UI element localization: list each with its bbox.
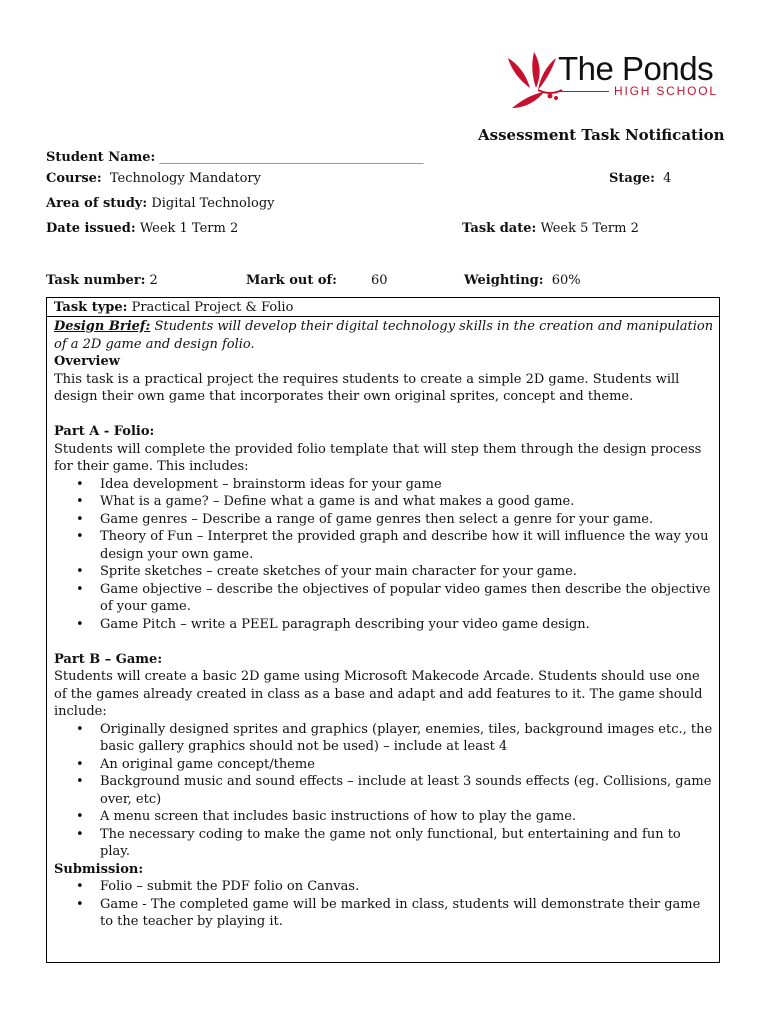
list-item: • The necessary coding to make the game not only functional, but entertaining and fun to play. bbox=[54, 826, 714, 861]
list-item: • Idea development – brainstorm ideas for your game bbox=[54, 476, 714, 494]
task-number-row bbox=[46, 273, 158, 288]
school-logo bbox=[504, 50, 724, 120]
leaf-logo-icon bbox=[504, 50, 564, 114]
task-date-label: Task date: bbox=[462, 221, 537, 236]
area-label: Area of study: bbox=[46, 196, 148, 211]
list-item: • Game objective – describe the objectives of popular video games then describe the objective of your game. bbox=[54, 581, 714, 616]
part-a-text: Students will complete the provided folio template that will step them through the design process for their game. This includes: bbox=[54, 441, 702, 474]
mark-value: 60 bbox=[371, 273, 388, 288]
weighting-row bbox=[464, 273, 581, 288]
student-name-label: Student Name: bbox=[46, 150, 156, 165]
stage-row bbox=[609, 171, 671, 186]
course-row bbox=[46, 171, 261, 186]
task-content bbox=[54, 318, 714, 931]
submission-heading: Submission: bbox=[54, 861, 144, 877]
design-brief bbox=[54, 318, 714, 353]
stage-value: 4 bbox=[663, 171, 672, 186]
task-number-value: 2 bbox=[149, 273, 158, 288]
student-name-field[interactable]: ________________________________________________ bbox=[159, 151, 424, 164]
logo-title: The Ponds bbox=[558, 50, 714, 87]
design-brief-text: Students will develop their digital technology skills in the creation and manipulation of a 2D game and design folio. bbox=[54, 319, 714, 352]
weighting-label: Weighting: bbox=[464, 273, 544, 288]
design-brief-label: Design Brief: bbox=[54, 319, 151, 334]
list-item: • Game - The completed game will be marked in class, students will demonstrate their game to the teacher by playing it. bbox=[54, 896, 714, 931]
mark-label: Mark out of: bbox=[246, 273, 337, 288]
student-name-row bbox=[46, 150, 423, 165]
part-a-list bbox=[54, 476, 714, 634]
task-type-row bbox=[47, 298, 719, 317]
overview-heading: Overview bbox=[54, 354, 120, 369]
page-title: Assessment Task Notification bbox=[478, 126, 725, 144]
list-item: • An original game concept/theme bbox=[54, 756, 714, 774]
task-date-value: Week 5 Term 2 bbox=[540, 221, 639, 236]
task-details-box bbox=[46, 297, 720, 963]
list-item: • Game Pitch – write a PEEL paragraph describing your video game design. bbox=[54, 616, 714, 634]
date-issued-value: Week 1 Term 2 bbox=[139, 221, 239, 236]
course-value: Technology Mandatory bbox=[109, 171, 261, 186]
list-item: • Game genres – Describe a range of game genres then select a genre for your game. bbox=[54, 511, 714, 529]
task-type-value: Practical Project & Folio bbox=[131, 300, 294, 315]
part-a-heading: Part A - Folio: bbox=[54, 424, 155, 439]
task-date-row bbox=[462, 221, 639, 236]
list-item: • Folio – submit the PDF folio on Canvas. bbox=[54, 878, 714, 896]
submission-list bbox=[54, 878, 714, 931]
logo-subtitle: HIGH SCHOOL bbox=[614, 84, 718, 98]
part-b-list bbox=[54, 721, 714, 861]
overview-text: This task is a practical project the requires students to create a simple 2D game. Students will design their own game that incorporates their own original sprites, concept and theme. bbox=[54, 371, 680, 404]
list-item: • What is a game? – Define what a game is and what makes a good game. bbox=[54, 493, 714, 511]
course-label: Course: bbox=[46, 171, 102, 186]
weighting-value: 60% bbox=[551, 273, 581, 288]
date-issued-label: Date issued: bbox=[46, 221, 136, 236]
stage-label: Stage: bbox=[609, 171, 655, 186]
task-number-label: Task number: bbox=[46, 273, 146, 288]
task-type-label: Task type: bbox=[54, 300, 128, 315]
logo-divider bbox=[559, 91, 609, 92]
list-item: • A menu screen that includes basic instructions of how to play the game. bbox=[54, 808, 714, 826]
date-issued-row bbox=[46, 221, 238, 236]
list-item: • Sprite sketches – create sketches of your main character for your game. bbox=[54, 563, 714, 581]
area-value: Digital Technology bbox=[151, 196, 275, 211]
list-item: • Originally designed sprites and graphics (player, enemies, tiles, background images etc., the basic gallery graphics should not be used) – include at least 4 bbox=[54, 721, 714, 756]
list-item: • Background music and sound effects – include at least 3 sounds effects (eg. Collisions, game over, etc) bbox=[54, 773, 714, 808]
part-b-text: Students will create a basic 2D game using Microsoft Makecode Arcade. Students should use one of the games already created in class as a base and adapt and add features to it. The game should include: bbox=[54, 669, 703, 719]
mark-row bbox=[246, 273, 337, 288]
part-b-heading: Part B – Game: bbox=[54, 651, 163, 667]
list-item: • Theory of Fun – Interpret the provided graph and describe how it will influence the way you design your own game. bbox=[54, 528, 714, 563]
area-row bbox=[46, 196, 275, 211]
